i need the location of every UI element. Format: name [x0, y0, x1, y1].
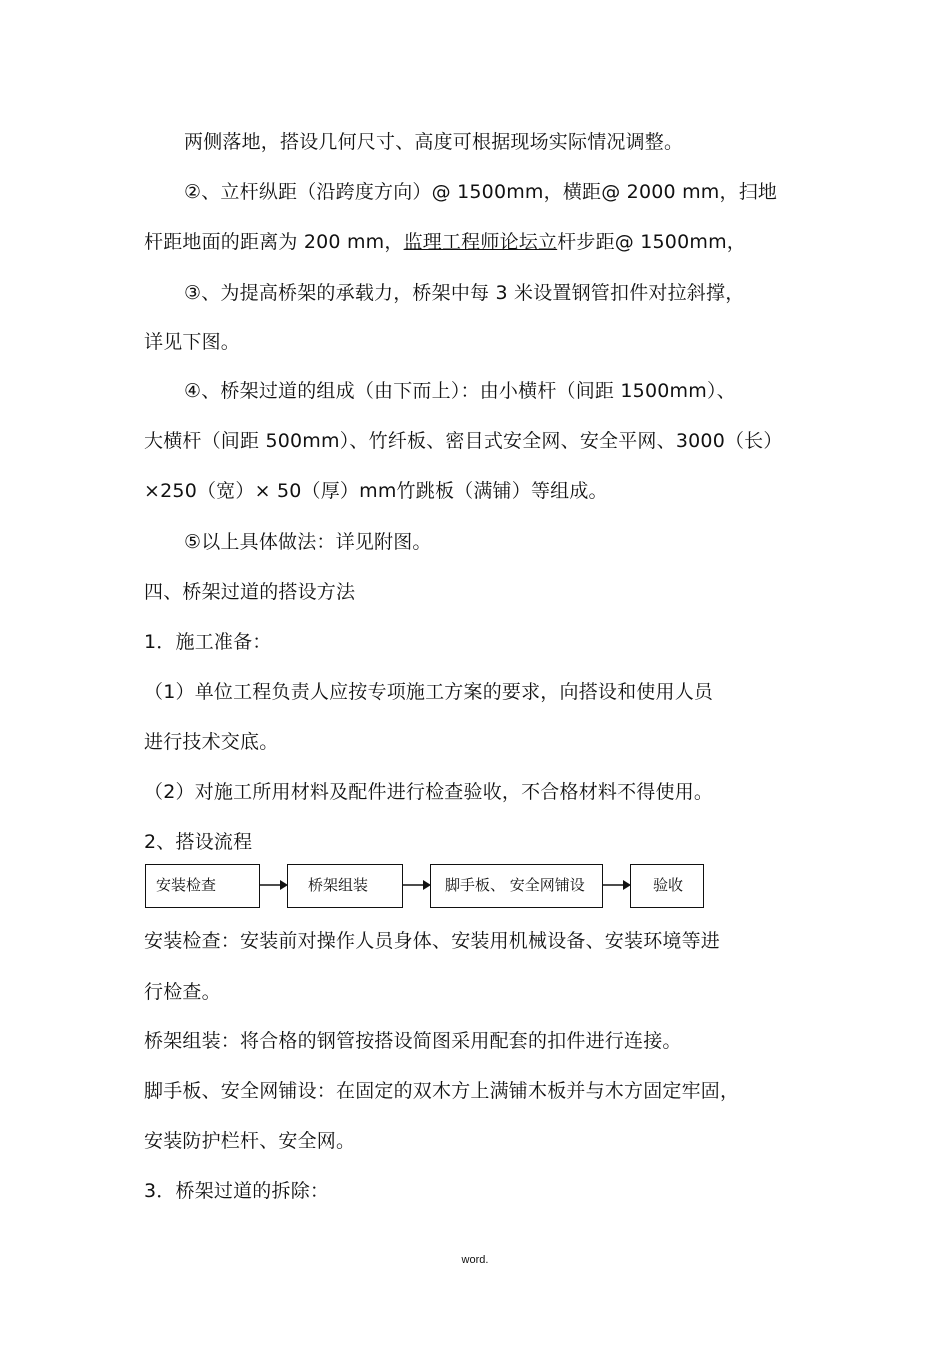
paragraph-line: 安装防护栏杆、安全网。 — [144, 1130, 356, 1152]
paragraph-line: 安装检查：安装前对操作人员身体、安装用机械设备、安装环境等进 — [144, 930, 721, 952]
paragraph-line: 大横杆（间距 500mm）、竹纤板、密目式安全网、安全平网、3000（长） — [144, 430, 783, 452]
paragraph-line — [144, 230, 746, 254]
forum-link[interactable]: 监理工程师论坛立 — [403, 231, 558, 253]
subsection-heading: 1．施工准备： — [144, 631, 272, 653]
page-footer: word. — [461, 1254, 489, 1266]
flow-step-bridge-assembly: 桥架组装 — [287, 864, 403, 908]
flow-step-acceptance: 验收 — [630, 864, 704, 908]
paragraph-line: ③、为提高桥架的承载力，桥架中每 3 米设置钢管扣件对拉斜撑， — [184, 282, 745, 304]
paragraph-line: 行检查。 — [144, 981, 221, 1003]
arrow-right-icon — [260, 878, 288, 892]
paragraph-line: （2）对施工所用材料及配件进行检查验收，不合格材料不得使用。 — [144, 781, 714, 803]
paragraph-line: 详见下图。 — [144, 331, 241, 353]
paragraph-line: ②、立杆纵距（沿跨度方向）@ 1500mm，横距@ 2000 mm，扫地 — [184, 181, 778, 203]
paragraph-line: ×250（宽）× 50（厚）mm竹跳板（满铺）等组成。 — [144, 480, 608, 502]
paragraph-text: 杆步距@ 1500mm， — [557, 231, 746, 253]
paragraph-line: 桥架组装：将合格的钢管按搭设简图采用配套的扣件进行连接。 — [144, 1030, 682, 1052]
flow-step-board-net-laying: 脚手板、 安全网铺设 — [430, 864, 603, 908]
paragraph-line: （1）单位工程负责人应按专项施工方案的要求，向搭设和使用人员 — [144, 681, 714, 703]
flow-step-install-check: 安装检查 — [145, 864, 260, 908]
arrow-right-icon — [603, 878, 631, 892]
subsection-heading: 2、搭设流程 — [144, 831, 253, 853]
paragraph-line: 进行技术交底。 — [144, 731, 279, 753]
paragraph-line: 脚手板、安全网铺设：在固定的双木方上满铺木板并与木方固定牢固， — [144, 1080, 740, 1102]
subsection-heading: 3．桥架过道的拆除： — [144, 1180, 330, 1202]
paragraph-line: ④、桥架过道的组成（由下而上）：由小横杆（间距 1500mm）、 — [184, 380, 736, 402]
paragraph-line: 两侧落地，搭设几何尺寸、高度可根据现场实际情况调整。 — [184, 131, 684, 153]
paragraph-line: ⑤以上具体做法：详见附图。 — [184, 531, 432, 553]
section-heading: 四、桥架过道的搭设方法 — [144, 581, 356, 603]
arrow-right-icon — [403, 878, 431, 892]
paragraph-text: 杆距地面的距离为 200 mm， — [144, 231, 404, 253]
